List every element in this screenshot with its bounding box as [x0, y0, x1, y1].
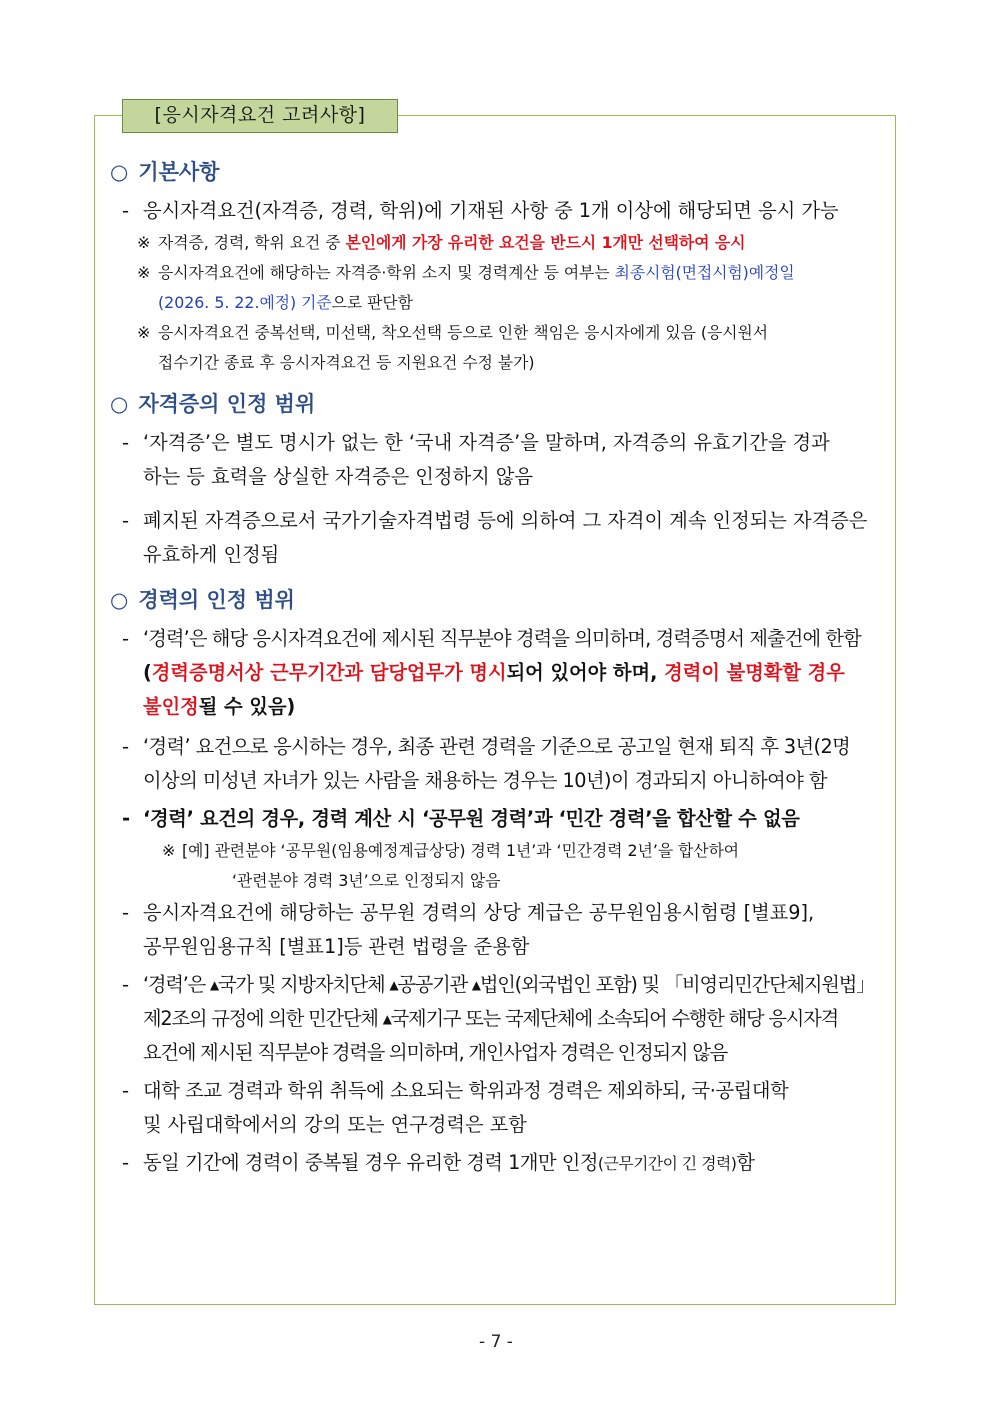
note-text: 응시자격요건에 해당하는 자격증·학위 소지 및 경력계산 등 여부는 — [158, 263, 615, 282]
item-text: 유효하게 인정됨 — [143, 543, 280, 566]
item-text: 제2조의 규정에 의한 민간단체 — [143, 1007, 383, 1030]
dash-bullet-icon: - — [122, 807, 131, 830]
item-text: 되어 있어야 하며, — [506, 661, 665, 684]
list-item — [110, 426, 890, 494]
item-text: 대학 조교 경력과 학위 취득에 소요되는 학위과정 경력은 제외하되, 국·공립대학 — [143, 1079, 789, 1102]
triangle-bullet-icon: ▲ — [210, 978, 218, 992]
dash-bullet-icon: - — [122, 1151, 130, 1174]
circle-bullet-icon: ○ — [110, 160, 129, 184]
note-text: 자격증, 경력, 학위 요건 중 — [158, 233, 346, 252]
reference-mark-icon: ※ — [137, 233, 151, 252]
note-emphasis: 본인에게 가장 유리한 요건을 반드시 1개만 선택하여 응시 — [345, 233, 746, 252]
item-text: 이상의 미성년 자녀가 있는 사람을 채용하는 경우는 10년)이 경과되지 아니하여야 함 — [143, 769, 828, 792]
list-item — [110, 622, 890, 724]
list-item — [110, 1074, 890, 1142]
item-text: ( — [143, 661, 152, 684]
dash-bullet-icon: - — [122, 973, 128, 996]
dash-bullet-icon: - — [122, 509, 130, 532]
circle-bullet-icon: ○ — [110, 392, 129, 416]
item-text: 및 사립대학에서의 강의 또는 연구경력은 포함 — [143, 1113, 527, 1136]
box-title: [응시자격요건 고려사항] — [122, 99, 398, 133]
list-item — [110, 896, 890, 964]
list-item — [110, 968, 890, 1070]
item-text: 법인(외국법인 포함) 및 「비영리민간단체지원법」 — [479, 973, 875, 996]
list-item — [110, 730, 890, 798]
dash-bullet-icon: - — [122, 431, 130, 454]
item-text: 함 — [736, 1151, 755, 1174]
dash-bullet-icon: - — [122, 735, 130, 758]
note-highlight: (2026. 5. 22.예정) 기준 — [158, 293, 332, 312]
item-text: 동일 기간에 경력이 중복될 경우 유리한 경력 1개만 인정 — [143, 1151, 598, 1174]
dash-bullet-icon: - — [122, 1079, 130, 1102]
note-highlight: 최종시험(면접시험)예정일 — [614, 263, 795, 282]
item-text: ‘자격증’은 별도 명시가 없는 한 ‘국내 자격증’을 말하며, 자격증의 유효기간을 경과 — [143, 431, 830, 454]
dash-bullet-icon: - — [122, 199, 130, 222]
note-text: [예] 관련분야 ‘공무원(임용예정계급상당) 경력 1년’과 ‘민간경력 2년’을 합산하여 — [182, 841, 740, 860]
note-text: 응시자격요건 중복선택, 미선택, 착오선택 등으로 인한 책임은 응시자에게 있음 (응시원서 — [158, 323, 768, 342]
dash-bullet-icon: - — [122, 901, 130, 924]
section-heading-basic — [110, 150, 890, 194]
dash-bullet-icon: - — [122, 627, 130, 650]
triangle-bullet-icon: ▲ — [382, 1012, 391, 1026]
item-text: 될 수 있음) — [198, 695, 296, 718]
item-text: 응시자격요건에 해당하는 공무원 경력의 상당 계급은 공무원임용시험령 [별표9], — [143, 901, 815, 924]
item-text: ‘경력’은 — [143, 973, 211, 996]
item-text: ‘경력’ 요건의 경우, 경력 계산 시 ‘공무원 경력’과 ‘민간 경력’을 합산할 수 없음 — [143, 807, 800, 830]
item-text: 국가 및 지방자치단체 — [217, 973, 390, 996]
item-text: 요건에 제시된 직무분야 경력을 의미하며, 개인사업자 경력은 인정되지 않음 — [143, 1041, 728, 1064]
reference-mark-icon: ※ — [137, 263, 151, 282]
reference-mark-icon: ※ — [137, 323, 151, 342]
list-item — [110, 504, 890, 572]
item-text: 응시자격요건(자격증, 경력, 학위)에 기재된 사항 중 1개 이상에 해당되면 응시 가능 — [143, 199, 839, 222]
reference-mark-icon: ※ — [162, 841, 176, 860]
item-emphasis: 경력이 불명확할 경우 — [664, 661, 845, 684]
section-heading-experience — [110, 578, 890, 622]
item-emphasis: 경력증명서상 근무기간과 담당업무가 명시 — [151, 661, 507, 684]
note-text: 접수기간 종료 후 응시자격요건 등 지원요건 수정 불가) — [158, 353, 535, 372]
document-content — [110, 150, 890, 1181]
section-heading-certificate — [110, 382, 890, 426]
section-title: 자격증의 인정 범위 — [138, 392, 316, 416]
page-number: - 7 - — [479, 1332, 513, 1352]
section-title: 경력의 인정 범위 — [138, 588, 295, 612]
circle-bullet-icon: ○ — [110, 588, 129, 612]
list-item — [110, 194, 890, 228]
section-title: 기본사항 — [138, 160, 220, 184]
item-text: 폐지된 자격증으로서 국가기술자격법령 등에 의하여 그 자격이 계속 인정되는 자격증은 — [143, 509, 868, 532]
list-item — [110, 802, 890, 836]
note-item — [110, 836, 890, 896]
item-text: (근무기간이 긴 경력) — [597, 1154, 737, 1173]
triangle-bullet-icon: ▲ — [471, 978, 480, 992]
item-text: 공무원임용규칙 [별표1]등 관련 법령을 준용함 — [143, 935, 530, 958]
item-text: ‘경력’은 해당 응시자격요건에 제시된 직무분야 경력을 의미하며, 경력증명서 제출건에 한함 — [143, 627, 861, 650]
list-item — [110, 1146, 890, 1181]
note-text: 으로 판단함 — [331, 293, 413, 312]
note-item — [110, 258, 890, 318]
note-item — [110, 318, 890, 378]
item-text: ‘경력’ 요건으로 응시하는 경우, 최종 관련 경력을 기준으로 공고일 현재 퇴직 후 3년(2명 — [143, 735, 851, 758]
item-text: 하는 등 효력을 상실한 자격증은 인정하지 않음 — [143, 465, 533, 488]
triangle-bullet-icon: ▲ — [389, 978, 398, 992]
note-item — [110, 228, 890, 258]
note-text: ‘관련분야 경력 3년’으로 인정되지 않음 — [232, 871, 501, 890]
item-emphasis: 불인정 — [143, 695, 199, 718]
item-text: 국제기구 또는 국제단체에 소속되어 수행한 해당 응시자격 — [390, 1007, 839, 1030]
item-text: 공공기관 — [397, 973, 472, 996]
